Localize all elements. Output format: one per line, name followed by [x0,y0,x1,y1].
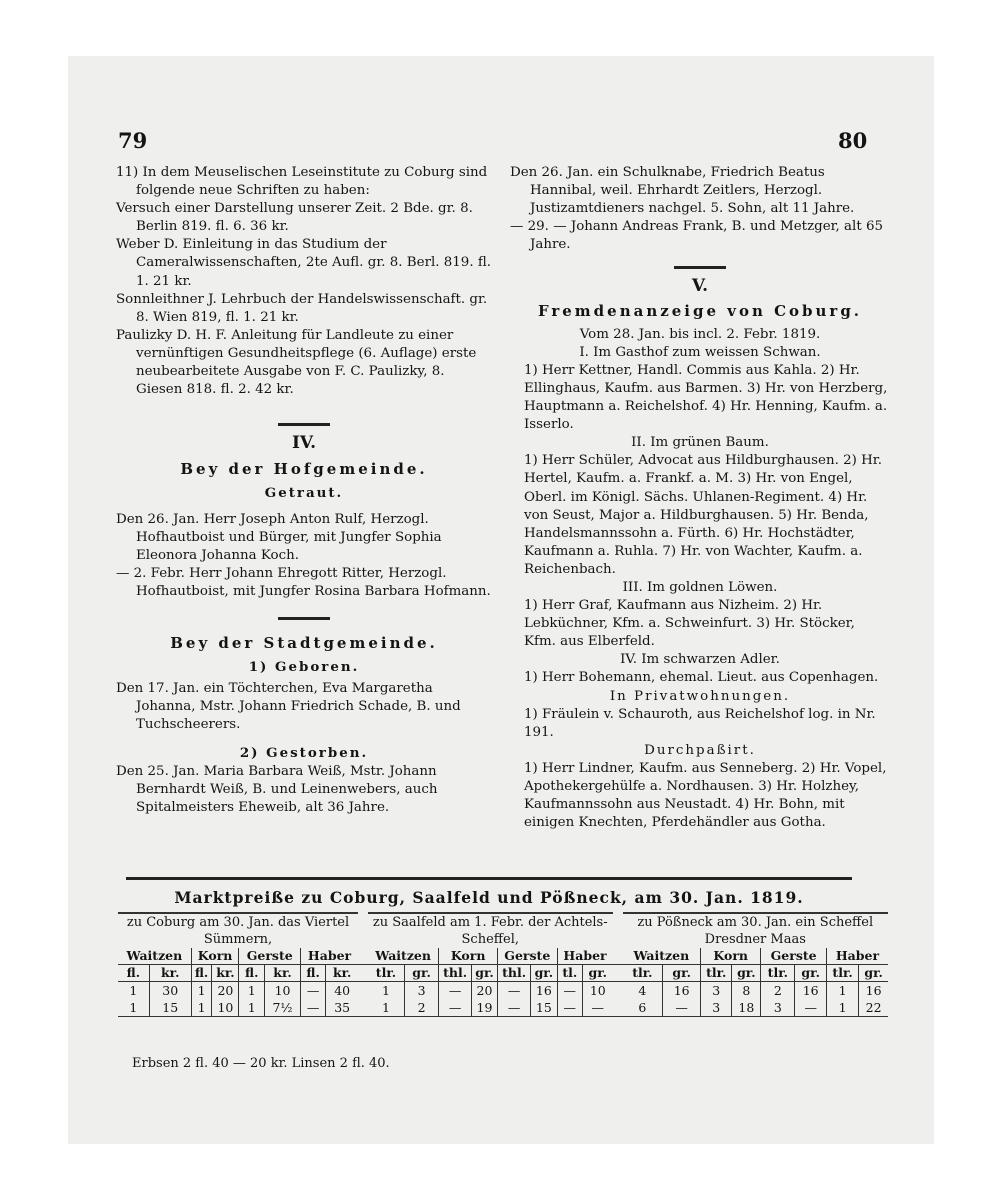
unit-cell: gr. [471,965,497,982]
price-cell: 1 [118,999,149,1017]
price-cell: 1 [239,982,265,1000]
price-cell: 10 [212,999,239,1017]
price-cell: 10 [265,982,301,1000]
book-entry: Paulizky D. H. F. Anleitung für Landleute zu einer vernünftigen Gesundheitspflege (6. Auflage) erste neubearbeitete Ausgabe von F. C. Paulizky, 8. Giesen 818. fl. 2. 42 kr. [116,327,477,398]
guest-list: 1) Herr Graf, Kaufmann aus Nizheim. 2) Hr. Lebküchner, Kfm. a. Schweinfurt. 3) Hr. Stöcker, Kfm. aus Elberfeld. [524,598,855,650]
unit-cell: kr. [265,965,301,982]
price-cell: 35 [326,999,358,1017]
right-column [510,164,890,832]
inn-heading: I. Im Gasthof zum weissen Schwan. [579,344,821,360]
price-cell: — [663,999,701,1017]
price-cell: — [557,999,582,1017]
price-cell: — [583,999,613,1017]
unit-cell: fl. [118,965,149,982]
legume-prices: Erbsen 2 fl. 40 — 20 kr. Linsen 2 fl. 40. [132,1056,390,1071]
inn-heading: Durchpaßirt. [644,742,756,758]
price-cell: 6 [623,999,663,1017]
register-entry: Den 17. Jan. ein Töchterchen, Eva Margaretha Johanna, Mstr. Johann Friedrich Schade, B. und Tuchscheerers. [116,681,461,733]
unit-cell: gr. [795,965,827,982]
unit-cell: fl. [191,965,212,982]
unit-cell: gr. [583,965,613,982]
grain-header: Haber [826,948,888,965]
price-cell: 1 [368,999,404,1017]
inn-heading: II. Im grünen Baum. [631,435,769,451]
divider [674,266,726,269]
inn-heading: In Privatwohnungen. [609,688,791,704]
register-entry: Den 26. Jan. Herr Joseph Anton Rulf, Herzogl. Hofhautboist und Bürger, mit Jungfer Sophia Eleonora Johanna Koch. [116,511,442,563]
unit-cell: kr. [326,965,358,982]
subheading: Getraut. [264,485,344,502]
unit-cell: tl. [557,965,582,982]
price-cell: 20 [212,982,239,1000]
table-grain-row [118,948,888,965]
group-poessneck: zu Pößneck am 30. Jan. ein Scheffel Dresdner Maas [623,913,888,948]
section-heading: Fremdenanzeige von Coburg. [537,301,863,320]
grain-header: Gerste [761,948,827,965]
price-cell: 3 [701,982,732,1000]
price-cell: — [439,982,472,1000]
price-cell: 7½ [265,999,301,1017]
price-cell: 1 [129,983,138,998]
price-cell: 2 [404,999,438,1017]
unit-cell: tlr. [826,965,858,982]
price-cell: 4 [638,983,647,998]
table-unit-row [118,965,888,982]
price-cell: 20 [471,982,497,1000]
book-entry: Versuch einer Darstellung unserer Zeit. 2 Bde. gr. 8. Berlin 819. fl. 6. 36 kr. [116,201,473,235]
unit-cell: thl. [439,965,472,982]
table-row [118,999,888,1017]
grain-header: Korn [191,948,239,965]
price-cell: — [301,982,326,1000]
unit-cell: fl. [239,965,265,982]
grain-header: Korn [701,948,761,965]
unit-cell: kr. [149,965,191,982]
unit-cell: gr. [732,965,761,982]
price-cell: — [439,999,472,1017]
price-cell: 16 [859,982,888,1000]
unit-cell: kr. [212,965,239,982]
price-cell: 1 [191,982,212,1000]
price-cell: 1 [381,983,390,998]
grain-header: Waitzen [368,948,439,965]
grain-header: Haber [557,948,613,965]
unit-cell: fl. [301,965,326,982]
price-cell: 40 [326,982,358,1000]
unit-cell: tlr. [701,965,732,982]
left-column [116,164,492,817]
table-group-row [118,913,888,948]
price-cell: 3 [701,999,732,1017]
price-cell: — [498,999,531,1017]
divider [278,617,330,620]
grain-header: Gerste [239,948,301,965]
page-number-right: 80 [838,128,868,153]
price-cell: 1 [826,982,858,1000]
unit-cell: gr. [663,965,701,982]
price-cell: 16 [663,982,701,1000]
inn-heading: IV. Im schwarzen Adler. [620,652,780,668]
price-cell: 1 [191,999,212,1017]
price-cell: 18 [732,999,761,1017]
price-cell: 15 [531,999,557,1017]
price-cell: 16 [795,982,827,1000]
grain-header: Haber [301,948,359,965]
price-cell: 30 [149,982,191,1000]
price-cell: 3 [404,982,438,1000]
unit-cell: thl. [498,965,531,982]
price-cell: 16 [531,982,557,1000]
section-numeral: V. [691,276,709,297]
market-price-table [118,912,888,1017]
price-cell: 22 [859,999,888,1017]
register-entry: Den 25. Jan. Maria Barbara Weiß, Mstr. Johann Bernhardt Weiß, B. und Leinenwebers, auch Spitalmeisters Eheweib, alt 36 Jahre. [116,763,438,815]
price-cell: 2 [761,982,795,1000]
price-cell: 1 [826,999,858,1017]
subheading: 2) Gestorben. [239,745,369,762]
register-entry: — 29. — Johann Andreas Frank, B. und Metzger, alt 65 Jahre. [510,219,884,253]
guest-list: 1) Fräulein v. Schauroth, aus Reichelshof log. in Nr. 191. [524,706,876,740]
price-cell: 1 [239,999,265,1017]
grain-header: Gerste [498,948,557,965]
price-cell: 8 [732,982,761,1000]
market-title: Marktpreiße zu Coburg, Saalfeld und Pößneck, am 30. Jan. 1819. [174,888,804,907]
subheading: 1) Geboren. [248,659,360,676]
price-cell: — [301,999,326,1017]
table-row [118,982,888,1000]
register-entry: — 2. Febr. Herr Johann Ehregott Ritter, Herzogl. Hofhautboist, mit Jungfer Rosina Barbara Hofmann. [116,565,491,599]
market-divider [126,877,852,880]
inn-heading: III. Im goldnen Löwen. [622,579,778,595]
grain-header: Waitzen [623,948,701,965]
register-entry: Den 26. Jan. ein Schulknabe, Friedrich Beatus Hannibal, weil. Ehrhardt Zeitlers, Herzogl. Justizamtdieners nachgel. 5. Sohn, alt 11 Jahre. [510,165,855,217]
section-heading: Bey der Hofgemeinde. [180,460,428,479]
unit-cell: gr. [859,965,888,982]
price-cell: 10 [583,982,613,1000]
guest-list: 1) Herr Schüler, Advocat aus Hildburghausen. 2) Hr. Hertel, Kaufm. a. Frankf. a. M. 3) Hr. von Engel, Oberl. im Königl. Sächs. Uhlanen-Regiment. 4) Hr. von Seust, Major a. Hildburghausen. 5) Hr. Benda, Handelsmannssohn a. Fürth. 6) Hr. Hochstädter, Kaufmann a. Ruhla. 7) Hr. von Wachter, Kaufm. a. Reichenbach. [524,453,882,577]
unit-cell: gr. [531,965,557,982]
guest-list: 1) Herr Lindner, Kaufm. aus Senneberg. 2) Hr. Vopel, Apothekergehülfe a. Nordhausen. 3) Hr. Holzhey, Kaufmannssohn aus Neustadt. 4) Hr. Bohn, mit einigen Knechten, Pferdehändler aus Gotha. [524,760,887,831]
unit-cell: tlr. [623,965,663,982]
page-number-left: 79 [118,128,148,153]
book-entry: Sonnleithner J. Lehrbuch der Handelswissenschaft. gr. 8. Wien 819, fl. 1. 21 kr. [116,291,488,325]
section-heading: Bey der Stadtgemeinde. [170,633,438,652]
price-cell: — [795,999,827,1017]
price-cell: — [557,982,582,1000]
price-cell: 15 [149,999,191,1017]
unit-cell: tlr. [761,965,795,982]
grain-header: Korn [439,948,498,965]
price-cell: — [498,982,531,1000]
group-coburg: zu Coburg am 30. Jan. das Viertel Sümmern, [118,913,358,948]
guest-list: 1) Herr Kettner, Handl. Commis aus Kahla. 2) Hr. Ellinghaus, Kaufm. aus Barmen. 3) Hr. von Herzberg, Hauptmann a. Reichelshof. 4) Hr. Henning, Kaufm. a. Isserlo. [524,362,888,433]
guest-list: 1) Herr Bohemann, ehemal. Lieut. aus Copenhagen. [524,670,879,686]
price-cell: 3 [761,999,795,1017]
date-range: Vom 28. Jan. bis incl. 2. Febr. 1819. [579,326,821,342]
unit-cell: tlr. [368,965,404,982]
grain-header: Waitzen [118,948,191,965]
price-cell: 19 [471,999,497,1017]
unit-cell: gr. [404,965,438,982]
divider [278,423,330,426]
notice-heading: 11) In dem Meuselischen Leseinstitute zu Coburg sind folgende neue Schriften zu haben: [116,165,488,199]
book-entry: Weber D. Einleitung in das Studium der Cameralwissenschaften, 2te Aufl. gr. 8. Berl. 819. fl. 1. 21 kr. [116,237,492,289]
group-saalfeld: zu Saalfeld am 1. Febr. der Achtels-Scheffel, [368,913,613,948]
section-numeral: IV. [291,433,317,454]
